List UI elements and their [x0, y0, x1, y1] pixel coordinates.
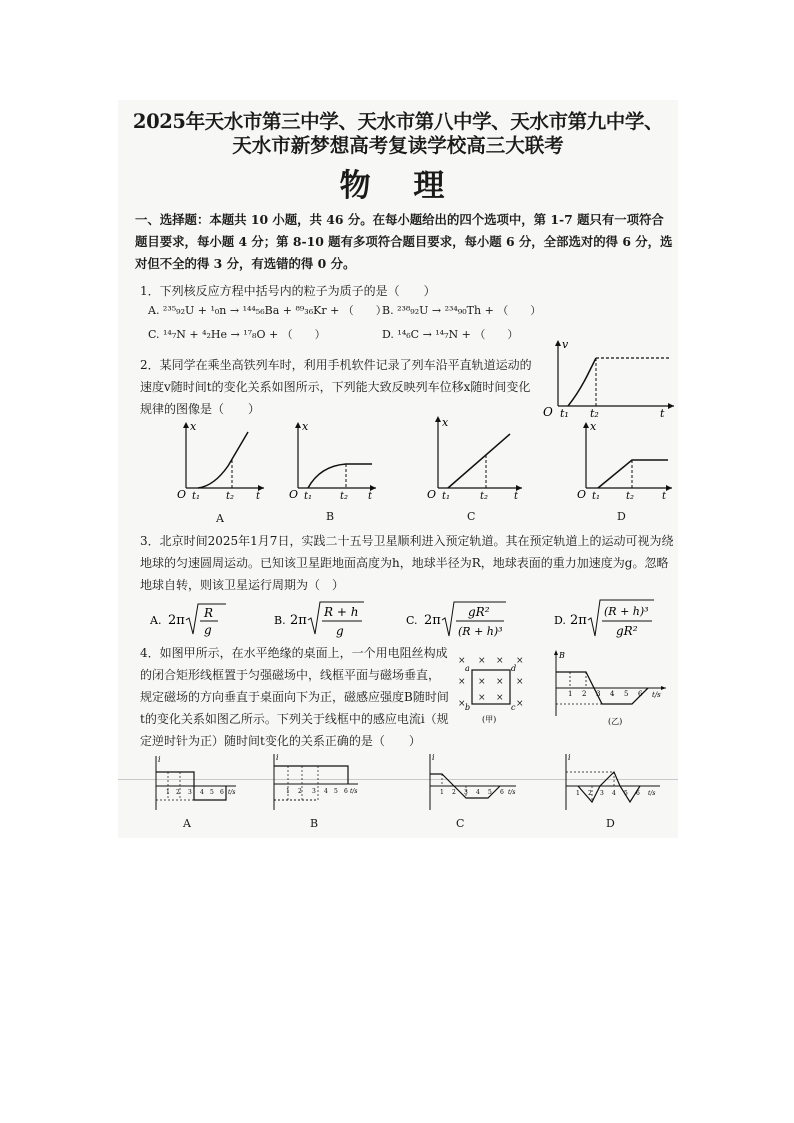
svg-text:4: 4 — [200, 789, 204, 796]
svg-text:x: x — [442, 416, 449, 429]
q1-option-d: D. ¹⁴₆C → ¹⁴₇N + （ ） — [382, 328, 519, 341]
svg-text:×: × — [478, 677, 486, 687]
svg-text:×: × — [496, 656, 504, 666]
svg-text:×: × — [458, 699, 466, 709]
q2-tick-t2: t₂ — [590, 407, 599, 418]
q4-graph-c — [424, 752, 520, 814]
svg-text:×: × — [458, 677, 466, 687]
svg-text:g: g — [336, 624, 344, 638]
q2-stem: 2．某同学在乘坐高铁列车时，利用手机软件记录了列车沿平直轨道运动的速度v随时间t的变化关系如图所示，下列能大致反映列车位移x随时间变化规律的图像是（ ） — [140, 358, 532, 416]
svg-text:t₁: t₁ — [592, 491, 601, 502]
svg-text:t/s: t/s — [508, 789, 516, 796]
svg-text:2: 2 — [298, 788, 302, 795]
svg-text:t: t — [514, 491, 519, 502]
svg-text:gR²: gR² — [468, 605, 490, 619]
svg-text:5: 5 — [624, 790, 628, 797]
q2-graph-a — [176, 420, 268, 502]
exam-title-line1: 2025年天水市第三中学、天水市第八中学、天水市第九中学、 — [132, 110, 664, 133]
subject-title: 物 理 — [339, 168, 461, 204]
svg-text:t₂: t₂ — [340, 491, 349, 502]
q4-option-c-label: C — [456, 817, 465, 830]
q1-option-b: B. ²³⁸₉₂U → ²³⁴₉₀Th + （ ） — [382, 304, 542, 317]
q2-origin: O — [543, 405, 553, 418]
q3-stem: 3．北京时间2025年1月7日，实践二十五号卫星顺利进入预定轨道。其在预定轨道上的运动可视为绕地球的匀速圆周运动。已知该卫星距地面高度为h，地球半径为R，地球表面的重力加速度为g。忽略地球自转，则该卫星运行周期为（ ） — [140, 534, 674, 592]
svg-text:t/s: t/s — [228, 789, 236, 796]
svg-text:3: 3 — [600, 790, 604, 797]
svg-text:1: 1 — [440, 789, 444, 796]
svg-text:x: x — [590, 420, 597, 433]
section-instructions: 一、选择题：本题共 10 小题，共 46 分。在每小题给出的四个选项中，第 1-7 题只有一项符合题目要求，每小题 4 分；第 8-10 题有多项符合题目要求，每小题 6 分，全部选对的得 6 分，选对但不全的得 3 分，有选错的得 0 分。 — [135, 212, 673, 271]
svg-text:t₂: t₂ — [226, 491, 235, 502]
svg-text:B: B — [559, 651, 565, 660]
svg-text:×: × — [496, 693, 504, 703]
q4-graph-a — [150, 754, 242, 814]
svg-text:(R + h)³: (R + h)³ — [458, 625, 503, 638]
q4-graph-d — [560, 752, 664, 814]
q2-velocity-graph — [540, 336, 678, 418]
svg-text:5: 5 — [210, 789, 214, 796]
svg-text:i: i — [568, 753, 571, 762]
q2-axis-v: v — [562, 338, 569, 351]
svg-text:t/s: t/s — [648, 790, 656, 797]
svg-text:t₁: t₁ — [304, 491, 313, 502]
svg-text:4: 4 — [612, 790, 616, 797]
q2-option-c-label: C — [467, 510, 476, 523]
q2-graph-b — [288, 420, 380, 502]
svg-text:×: × — [478, 693, 486, 703]
svg-text:t₁: t₁ — [192, 491, 201, 502]
svg-text:t: t — [662, 491, 667, 502]
svg-text:1: 1 — [286, 788, 290, 795]
svg-text:2π: 2π — [424, 613, 441, 628]
svg-text:×: × — [516, 699, 524, 709]
q4-option-d-label: D — [606, 817, 615, 830]
svg-text:1: 1 — [568, 690, 573, 698]
q2-graph-d — [576, 420, 676, 502]
q3-option-b — [274, 598, 370, 640]
svg-text:R + h: R + h — [324, 605, 359, 619]
svg-text:d: d — [511, 664, 517, 673]
svg-text:2: 2 — [452, 789, 456, 796]
q3-option-d — [554, 596, 658, 640]
svg-text:t₁: t₁ — [442, 491, 451, 502]
svg-text:O: O — [577, 488, 587, 501]
svg-text:6: 6 — [500, 789, 504, 796]
svg-text:b: b — [465, 703, 471, 712]
q3-option-a — [150, 600, 230, 640]
q1-option-c: C. ¹⁴₇N + ⁴₂He → ¹⁷₈O + （ ） — [148, 328, 326, 341]
svg-text:6: 6 — [636, 790, 640, 797]
svg-text:4: 4 — [610, 690, 615, 698]
svg-text:t/s: t/s — [350, 788, 358, 795]
q2-option-d-label: D — [617, 510, 626, 523]
svg-text:O: O — [427, 488, 437, 501]
svg-text:3: 3 — [464, 789, 468, 796]
svg-text:t: t — [368, 491, 373, 502]
svg-text:gR²: gR² — [616, 624, 638, 638]
svg-text:2π: 2π — [570, 613, 587, 628]
svg-text:2: 2 — [582, 690, 587, 698]
svg-text:×: × — [516, 677, 524, 687]
svg-text:x: x — [190, 420, 197, 433]
svg-text:O: O — [289, 488, 299, 501]
svg-text:(R + h)³: (R + h)³ — [604, 605, 649, 618]
svg-text:5: 5 — [624, 690, 629, 698]
svg-text:5: 5 — [488, 789, 492, 796]
q4-option-a-label: A — [183, 817, 191, 830]
svg-text:2: 2 — [176, 789, 180, 796]
q1-stem: 1．下列核反应方程中括号内的粒子为质子的是（ ） — [140, 284, 436, 298]
svg-text:R: R — [204, 606, 214, 620]
svg-text:1: 1 — [166, 789, 170, 796]
svg-text:t₂: t₂ — [480, 491, 489, 502]
svg-text:x: x — [302, 420, 309, 433]
q4-stem: 4．如图甲所示，在水平绝缘的桌面上，一个用电阻丝构成的闭合矩形线框置于匀强磁场中，线框平面与磁场垂直，规定磁场的方向垂直于桌面向下为正，磁感应强度B随时间t的变化关系如图乙所示。下列关于线框中的感应电流i（规定逆时针为正）随时间t变化的关系正确的是（ ） — [140, 646, 449, 748]
svg-text:2: 2 — [588, 790, 592, 797]
q4-figure-jia — [454, 650, 536, 728]
svg-text:B.: B. — [274, 614, 286, 627]
svg-text:a: a — [465, 664, 470, 673]
svg-text:6: 6 — [220, 789, 224, 796]
q4-figure-yi — [548, 648, 672, 728]
svg-text:g: g — [204, 623, 212, 637]
svg-text:t/s: t/s — [652, 691, 661, 699]
q2-tick-t1: t₁ — [560, 407, 569, 418]
q3-option-c — [406, 598, 510, 640]
svg-text:3: 3 — [596, 690, 601, 698]
svg-text:4: 4 — [324, 788, 328, 795]
svg-text:3: 3 — [312, 788, 316, 795]
q1-option-a: A. ²³⁵₉₂U + ¹₀n → ¹⁴⁴₅₆Ba + ⁸⁹₃₆Kr + （ ） — [148, 304, 387, 317]
q2-axis-t: t — [660, 407, 665, 418]
svg-text:×: × — [478, 656, 486, 666]
svg-text:(甲): (甲) — [482, 715, 497, 724]
svg-text:3: 3 — [188, 789, 192, 796]
svg-text:i: i — [276, 753, 279, 762]
svg-text:t: t — [256, 491, 261, 502]
svg-text:t₂: t₂ — [626, 491, 635, 502]
svg-text:×: × — [496, 677, 504, 687]
svg-text:1: 1 — [576, 790, 580, 797]
svg-text:(乙): (乙) — [608, 717, 623, 726]
svg-text:×: × — [458, 656, 466, 666]
svg-text:i: i — [432, 753, 435, 762]
q2-option-b-label: B — [326, 510, 335, 523]
svg-text:i: i — [158, 755, 161, 764]
exam-title-line2: 天水市新梦想高考复读学校高三大联考 — [232, 134, 564, 157]
q2-option-a-label: A — [216, 512, 224, 525]
q4-graph-b — [268, 752, 364, 814]
q4-option-b-label: B — [310, 817, 319, 830]
svg-text:6: 6 — [344, 788, 348, 795]
svg-text:O: O — [177, 488, 187, 501]
svg-text:c: c — [511, 703, 516, 712]
svg-text:6: 6 — [638, 690, 643, 698]
svg-text:2π: 2π — [168, 613, 185, 628]
svg-text:2π: 2π — [290, 613, 307, 628]
svg-text:D.: D. — [554, 614, 566, 627]
svg-text:×: × — [516, 656, 524, 666]
svg-text:A.: A. — [150, 614, 162, 627]
svg-text:5: 5 — [334, 788, 338, 795]
svg-text:4: 4 — [476, 789, 480, 796]
svg-text:C.: C. — [406, 614, 418, 627]
q2-graph-c — [426, 414, 526, 502]
